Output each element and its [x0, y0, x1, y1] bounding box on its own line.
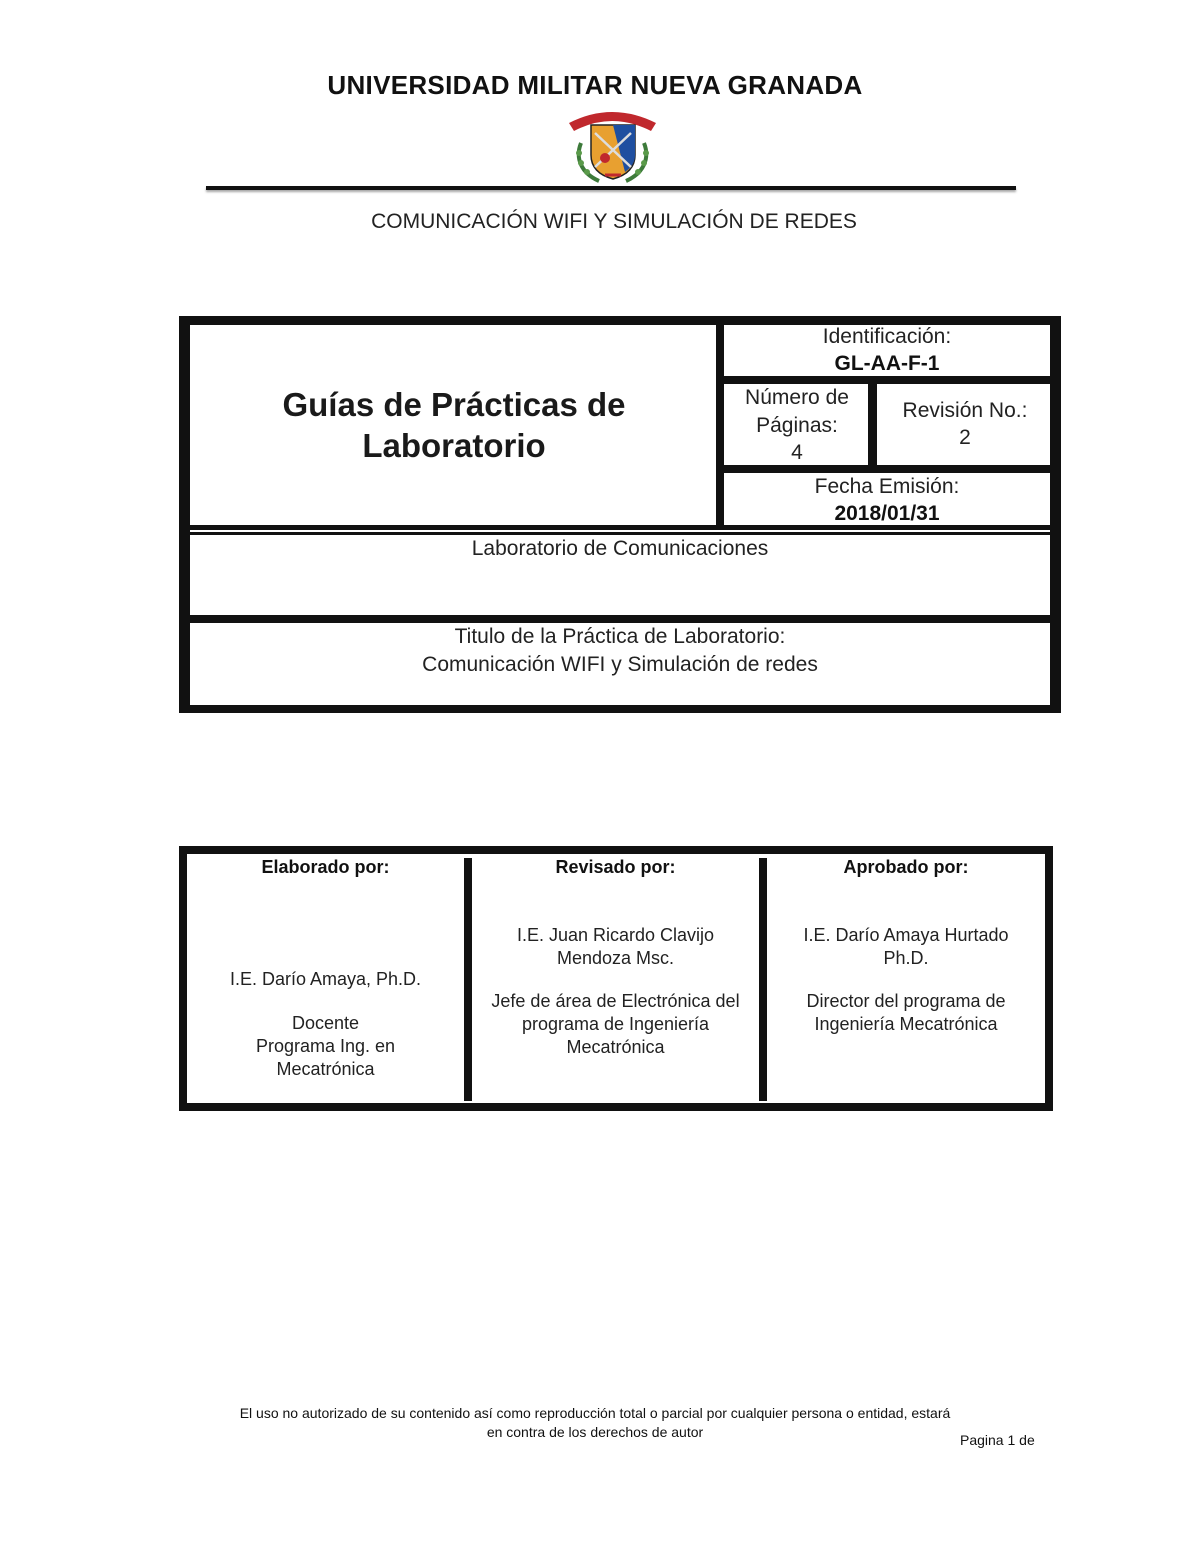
approved-by-heading: Aprobado por: — [843, 857, 969, 877]
reviewed-by-name — [472, 924, 759, 970]
approved-by-role-line2: Ingeniería Mecatrónica — [814, 1014, 998, 1034]
issue-date-value: 2018/01/31 — [834, 502, 940, 525]
reviewed-by-role-line3: Mecatrónica — [566, 1037, 665, 1057]
approved-by-name-line1: I.E. Darío Amaya Hurtado — [803, 925, 1009, 945]
university-title: UNIVERSIDAD MILITAR NUEVA GRANADA — [327, 70, 863, 100]
page-number: Pagina 1 de — [960, 1432, 1035, 1448]
issue-date-label: Fecha Emisión: — [814, 475, 960, 498]
reviewed-by-name-line2: Mendoza Msc. — [556, 948, 675, 968]
approved-by-name — [767, 924, 1045, 970]
prepared-by-role-line2: Programa Ing. en — [255, 1036, 396, 1056]
sig-border-bottom — [179, 1103, 1053, 1111]
lab-row-divider — [190, 615, 1050, 623]
reviewed-by-role — [472, 990, 759, 1059]
approval-signatures-table — [179, 846, 1053, 1111]
university-crest-icon — [565, 103, 660, 185]
header-divider — [206, 186, 1016, 190]
approved-by-role-line1: Director del programa de — [806, 991, 1006, 1011]
prepared-by-heading: Elaborado por: — [261, 857, 390, 877]
sig-border-right — [1045, 846, 1053, 1111]
prepared-by-role — [187, 1012, 464, 1081]
id-row-divider — [724, 376, 1050, 384]
copyright-notice-line2: en contra de los derechos de autor — [486, 1424, 704, 1440]
revision-value: 2 — [959, 426, 971, 449]
approved-by-role — [767, 990, 1045, 1036]
prepared-by-role-line3: Mecatrónica — [276, 1059, 375, 1079]
identification-value: GL-AA-F-1 — [834, 352, 940, 375]
sig-column-divider-2 — [759, 858, 767, 1101]
guide-title-line2: Laboratorio — [362, 427, 546, 464]
sig-border-top — [179, 846, 1053, 854]
pages-revision-divider — [868, 384, 877, 468]
copyright-notice — [150, 1404, 1040, 1442]
table-border-right — [1050, 316, 1061, 713]
document-subject: COMUNICACIÓN WIFI Y SIMULACIÓN DE REDES — [371, 210, 857, 233]
approved-by-name-line2: Ph.D. — [883, 948, 929, 968]
prepared-by-name: I.E. Darío Amaya, Ph.D. — [229, 969, 422, 989]
reviewed-by-name-line1: I.E. Juan Ricardo Clavijo — [516, 925, 715, 945]
pages-label-line1: Número de — [745, 386, 849, 409]
pages-label-line2: Páginas: — [756, 414, 838, 437]
reviewed-by-role-line1: Jefe de área de Electrónica del — [491, 991, 740, 1011]
table-border-top — [179, 316, 1061, 325]
document-info-table — [179, 316, 1061, 713]
table-border-bottom — [179, 705, 1061, 713]
sig-border-left — [179, 846, 187, 1111]
header-bottom-divider-double — [190, 532, 1050, 535]
guide-title-line1: Guías de Prácticas de — [282, 386, 626, 423]
identification-label: Identificación: — [822, 325, 952, 348]
practice-title-label: Titulo de la Práctica de Laboratorio: — [454, 625, 786, 648]
copyright-notice-line1: El uso no autorizado de su contenido así como reproducción total o parcial por cualquier persona o entidad, estará — [239, 1405, 951, 1421]
laboratory-name: Laboratorio de Comunicaciones — [471, 537, 769, 560]
reviewed-by-role-line2: programa de Ingeniería — [521, 1014, 710, 1034]
practice-title-value: Comunicación WIFI y Simulación de redes — [422, 653, 818, 676]
guide-title — [189, 384, 719, 466]
prepared-by-role-line1: Docente — [291, 1013, 360, 1033]
reviewed-by-heading: Revisado por: — [555, 857, 676, 877]
pages-label — [726, 384, 868, 440]
pages-row-divider — [724, 465, 1050, 473]
sig-column-divider-1 — [464, 858, 472, 1101]
revision-label: Revisión No.: — [902, 399, 1028, 422]
pages-value: 4 — [791, 441, 803, 464]
